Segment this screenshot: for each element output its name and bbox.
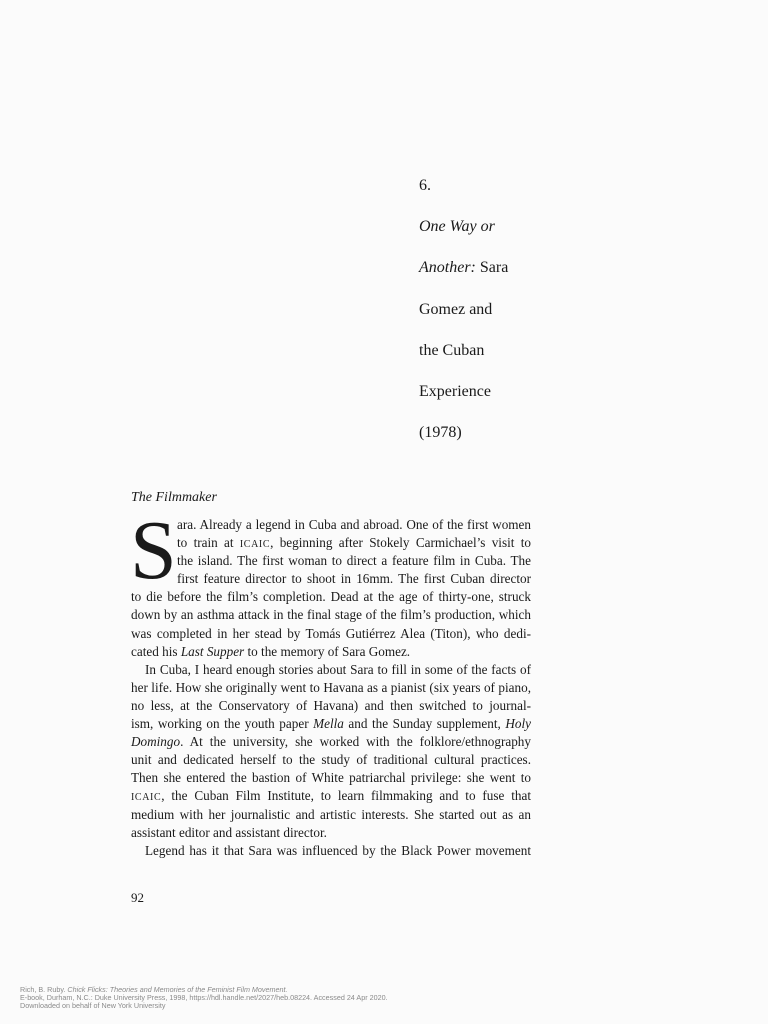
text-line: no less, at the Conservatory of Havana) and then switched to journal- [131, 697, 531, 713]
text-line: down by an asthma attack in the final stage of the film’s production, which [131, 607, 531, 623]
chapter-year: (1978) [419, 424, 462, 442]
chapter-title-italic: Another: [419, 259, 476, 277]
text-line: ICAIC, the Cuban Film Institute, to learn filmmaking and to fuse that [131, 788, 531, 804]
chapter-number: 6. [419, 177, 431, 194]
text-line: was completed in her stead by Tomás Gutiérrez Alea (Titon), who dedi- [131, 625, 531, 641]
film-title: Last Supper [180, 643, 245, 659]
chapter-title-line: the Cuban [419, 341, 485, 359]
chapter-title-line: Gomez and [419, 300, 493, 318]
publication-title: Holy [505, 716, 531, 732]
small-caps-acronym: ICAIC [239, 539, 271, 551]
text-line: first feature director to shoot in 16mm. The first Cuban director [177, 571, 531, 587]
text-line: to die before the film’s completion. Dead at the age of thirty-one, struck [131, 589, 531, 605]
publication-title: Mella [313, 716, 344, 732]
text-line: medium with her journalistic and artistic interests. She started out as an [131, 806, 531, 822]
text-line: Legend has it that Sara was influenced by the Black Power movement [145, 842, 531, 858]
chapter-title-italic: One Way or [419, 218, 495, 236]
text-line: ara. Already a legend in Cuba and abroad. One of the first women [177, 517, 531, 532]
chapter-title-line [419, 258, 619, 299]
text-line: unit and dedicated herself to the study of traditional cultural practices. [131, 752, 531, 768]
small-caps-acronym: ICAIC [131, 792, 162, 804]
chapter-title-line [419, 217, 619, 258]
citation-footer [20, 986, 388, 1011]
chapter-heading [419, 176, 619, 464]
text-line: cated his Last Supper to the memory of Sara Gomez. [131, 643, 411, 659]
citation-line: Downloaded on behalf of New York University [20, 1001, 166, 1011]
page-number: 92 [131, 890, 144, 905]
text-line: assistant editor and assistant director. [131, 824, 327, 840]
text-line: the island. The first woman to direct a feature film in Cuba. The [177, 553, 531, 569]
text-line: Domingo. At the university, she worked with the folklore/ethnography [131, 734, 531, 750]
section-title: The Filmmaker [131, 490, 217, 505]
body-text [130, 504, 531, 860]
text-line: her life. How she originally went to Havana as a pianist (six years of piano, [131, 679, 531, 695]
citation-line: Rich, B. Ruby. Chick Flicks: Theories and Memories of the Feminist Film Movement. [20, 985, 288, 994]
chapter-title-line: Experience [419, 382, 491, 400]
drop-cap: S [130, 504, 177, 597]
citation-line: E-book, Durham, N.C.: Duke University Press, 1998, https://hdl.handle.net/2027/heb.08224. Accessed 24 Apr 2020. [20, 993, 388, 1003]
chapter-title-text: Sara [475, 259, 509, 277]
text-line: In Cuba, I heard enough stories about Sara to fill in some of the facts of [145, 661, 531, 677]
text-line: ism, working on the youth paper Mella and the Sunday supplement, Holy [131, 716, 531, 732]
publication-title: Domingo [131, 734, 181, 750]
book-title: Chick Flicks: Theories and Memories of the Feminist Film Movement. [67, 985, 288, 994]
text-line: Then she entered the bastion of White patriarchal privilege: she went to [131, 770, 531, 786]
text-line: to train at ICAIC, beginning after Stokely Carmichael’s visit to [177, 535, 531, 551]
